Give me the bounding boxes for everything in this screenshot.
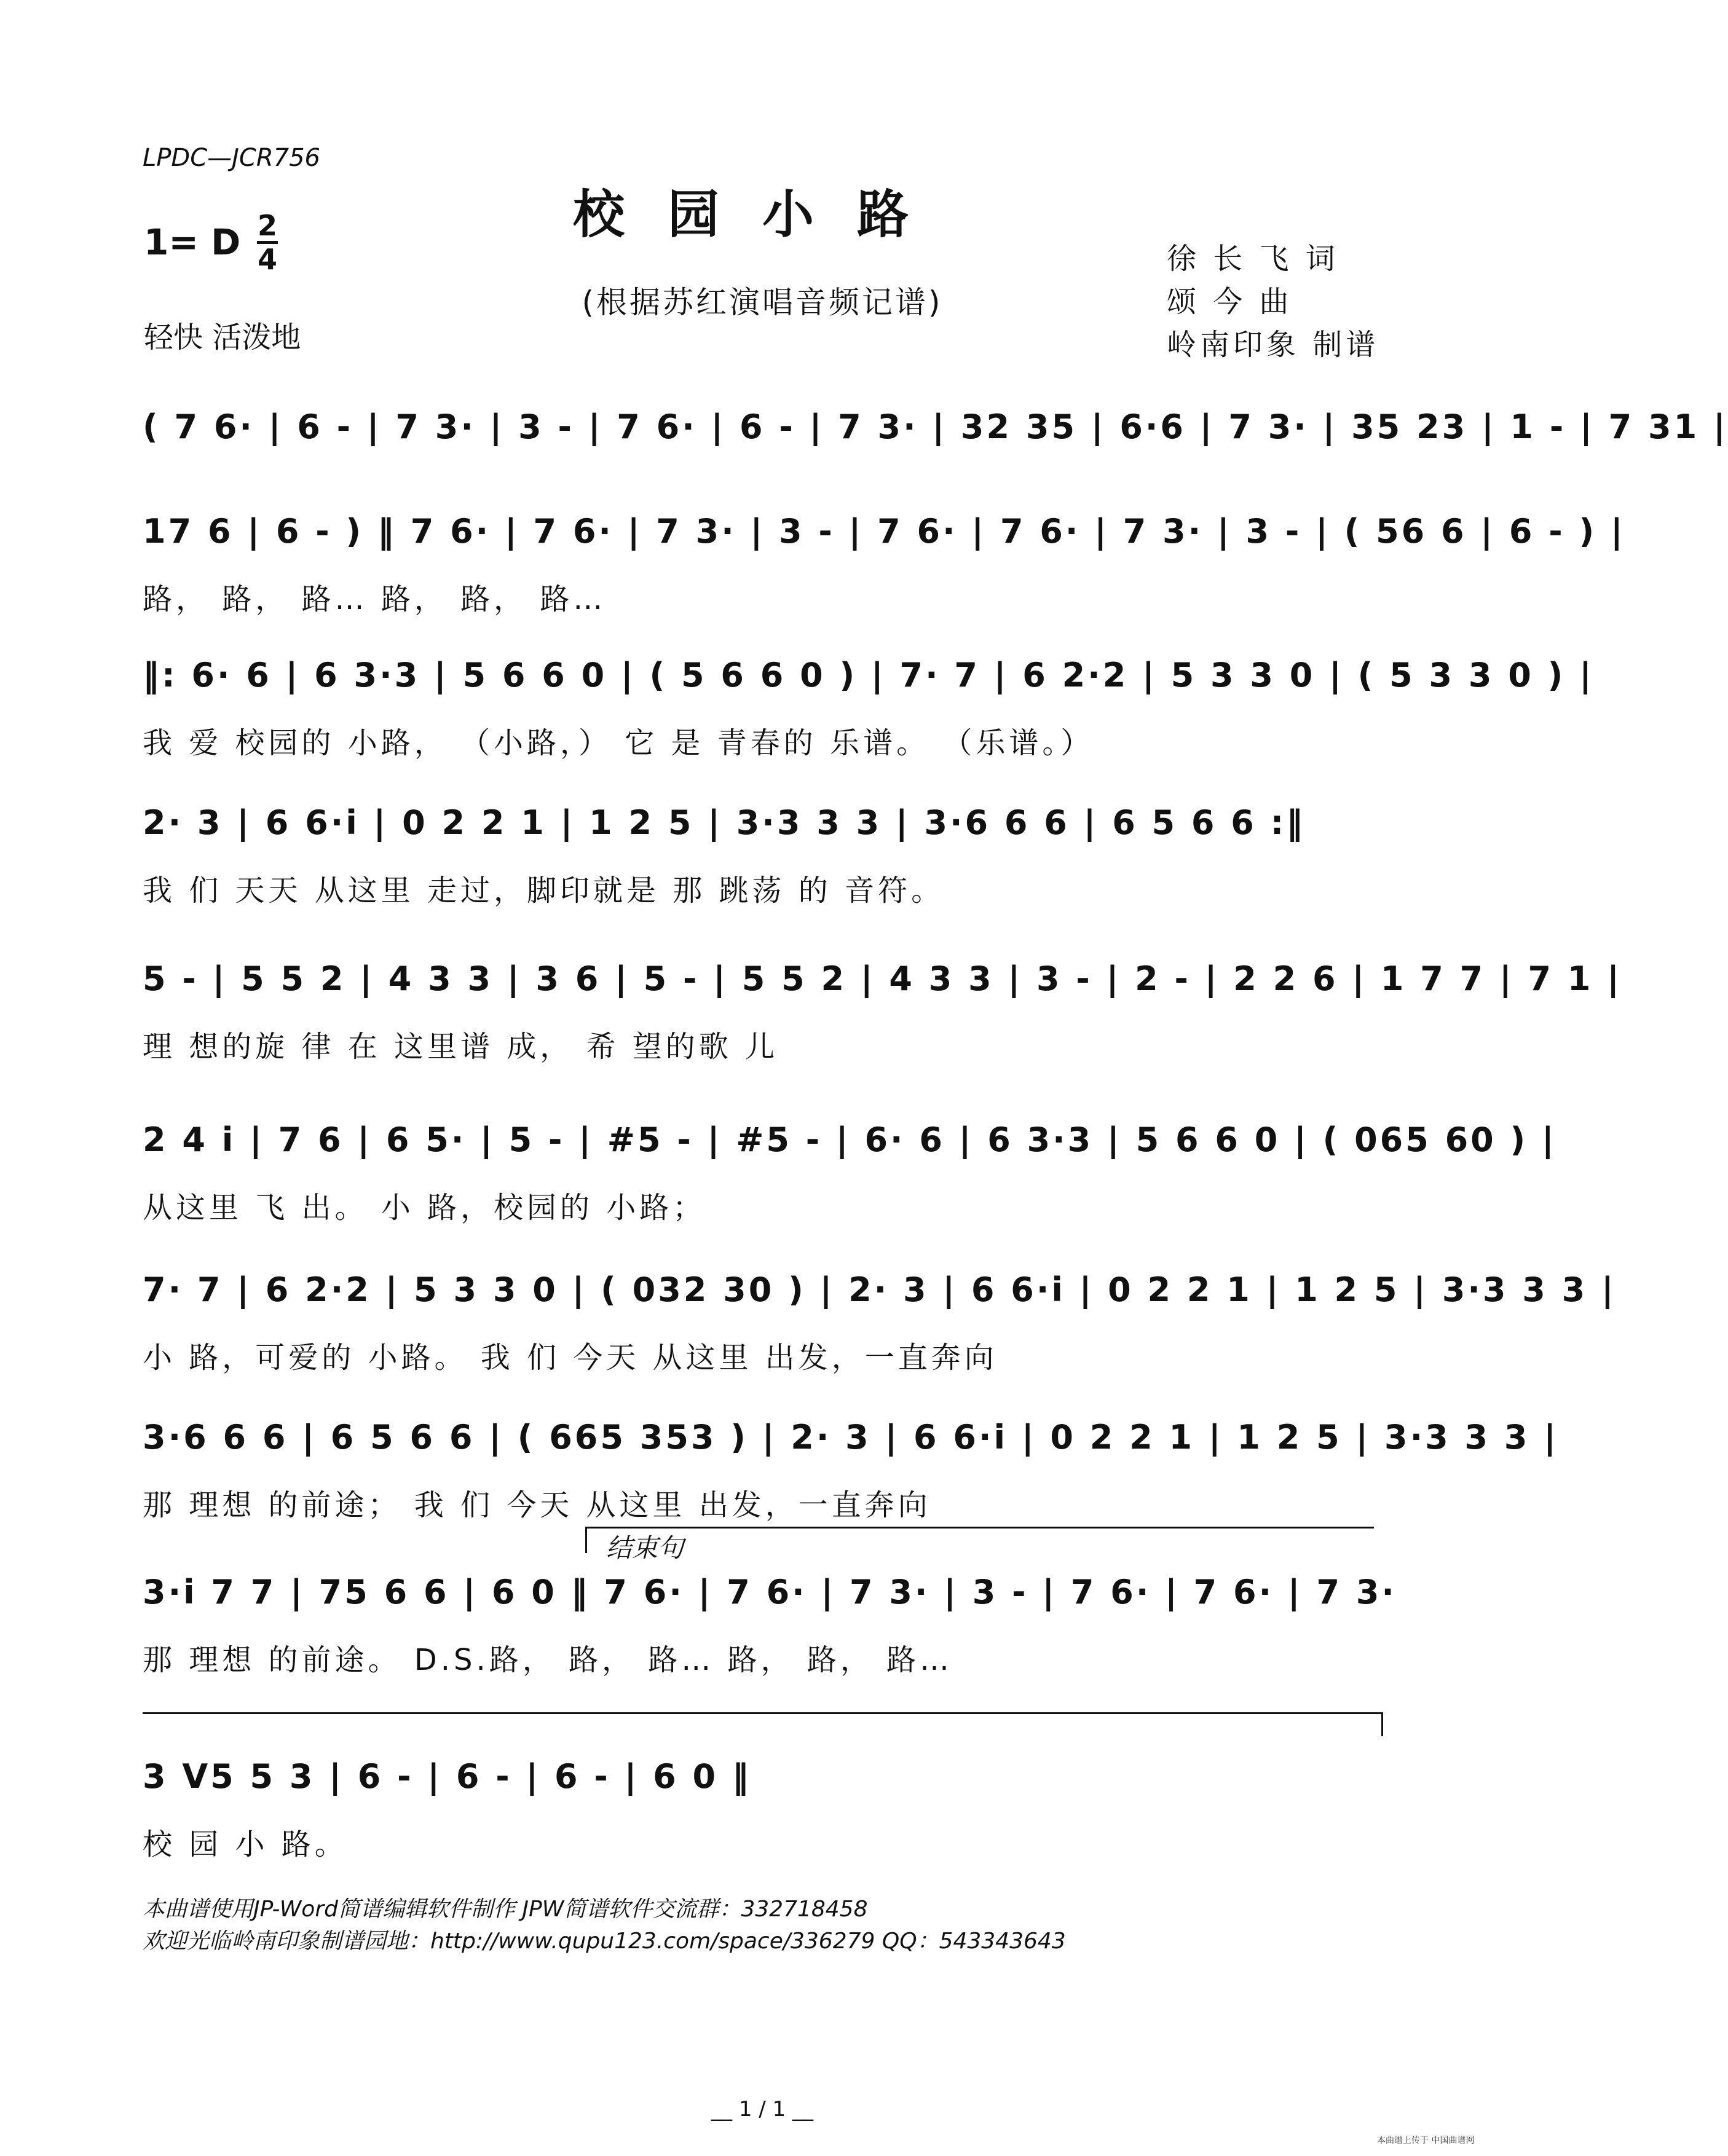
notation-line: 3·6 6 6 | 6 5 6 6 | ( 665 353 ) | 2· 3 | 6 6·i | 0 2 2 1 | 1 2 5 | 3·3 3 3 | (143, 1418, 1558, 1457)
time-signature-top: 2 (257, 209, 277, 242)
lyrics-line: 理 想的旋 律 在 这里谱 成， 希 望的歌 儿 (143, 1029, 779, 1064)
time-signature-bottom: 4 (257, 243, 277, 276)
footer-software-note: 本曲谱使用JP-Word简谱编辑软件制作 JPW简谱软件交流群：332718458 (143, 1897, 868, 1922)
notation-line: ‖: 6· 6 | 6 3·3 | 5 6 6 0 | ( 5 6 6 0 ) | 7· 7 | 6 2·2 | 5 3 3 0 | ( 5 3 3 0 ) | (143, 656, 1594, 694)
lyrics-line: 从这里 飞 出。 小 路，校园的 小路； (143, 1190, 706, 1225)
notation-line: 2· 3 | 6 6·i | 0 2 2 1 | 1 2 5 | 3·3 3 3 | 3·6 6 6 | 6 5 6 6 :‖ (143, 803, 1306, 842)
page-number: __ 1 / 1 __ (711, 2097, 813, 2122)
uploader-watermark: 本曲谱上传于 中国曲谱网 (1377, 2136, 1475, 2146)
score-code: LPDC—JCR756 (143, 144, 321, 172)
lyrics-line: 我 爱 校园的 小路， （小路，） 它 是 青春的 乐谱。 （乐谱。） (143, 726, 1094, 760)
notation-line: 5 - | 5 5 2 | 4 3 3 | 3 6 | 5 - | 5 5 2 | 4 3 3 | 3 - | 2 - | 2 2 6 | 1 7 7 | 7 1 | (143, 959, 1622, 998)
lyrics-line: 路， 路， 路… 路， 路， 路… (143, 582, 607, 616)
lyricist-credit: 徐 长 飞 词 (1167, 242, 1339, 276)
tempo-marking: 轻快 活泼地 (144, 320, 301, 355)
footer-website-note: 欢迎光临岭南印象制谱园地：http://www.qupu123.com/space/336279 QQ：543343643 (143, 1929, 1066, 1954)
notation-line: 3 V5 5 3 | 6 - | 6 - | 6 - | 6 0 ‖ (143, 1757, 751, 1796)
notation-line: 17 6 | 6 - ) ‖ 7 6· | 7 6· | 7 3· | 3 - | 7 6· | 7 6· | 7 3· | 3 - | ( 56 6 | 6 - ) | (143, 512, 1625, 551)
notation-line: 2 4 i | 7 6 | 6 5· | 5 - | #5 - | #5 - | 6· 6 | 6 3·3 | 5 6 6 0 | ( 065 60 ) | (143, 1120, 1556, 1159)
coda-bracket (143, 1712, 1383, 1736)
composer-credit: 颂 今 曲 (1167, 285, 1293, 319)
song-subtitle: (根据苏红演唱音频记谱) (582, 285, 943, 320)
lyrics-line: 小 路，可爱的 小路。 我 们 今天 从这里 出发，一直奔向 (143, 1340, 998, 1375)
ending-bracket (585, 1527, 1374, 1553)
lyrics-line: 校 园 小 路。 (143, 1827, 348, 1862)
key-signature: 1= D (144, 221, 241, 263)
lyrics-line: 那 理想 的前途。 D.S.路， 路， 路… 路， 路， 路… (143, 1643, 953, 1677)
time-signature (257, 209, 278, 276)
song-title: 校园小路 (572, 184, 952, 245)
arranger-credit: 岭南印象 制谱 (1167, 328, 1379, 362)
notation-line: 3·i 7 7 | 75 6 6 | 6 0 ‖ 7 6· | 7 6· | 7 3· | 3 - | 7 6· | 7 6· | 7 3· (143, 1573, 1397, 1611)
notation-line: 7· 7 | 6 2·2 | 5 3 3 0 | ( 032 30 ) | 2· 3 | 6 6·i | 0 2 2 1 | 1 2 5 | 3·3 3 3 | (143, 1270, 1616, 1309)
lyrics-line: 我 们 天天 从这里 走过，脚印就是 那 跳荡 的 音符。 (143, 873, 945, 908)
lyrics-line: 那 理想 的前途； 我 们 今天 从这里 出发，一直奔向 (143, 1488, 931, 1522)
ending-label: 结束句 (606, 1533, 684, 1563)
notation-line: ( 7 6· | 6 - | 7 3· | 3 - | 7 6· | 6 - | 7 3· | 32 35 | 6·6 | 7 3· | 35 23 | 1 - | 7 31 | (143, 407, 1728, 446)
